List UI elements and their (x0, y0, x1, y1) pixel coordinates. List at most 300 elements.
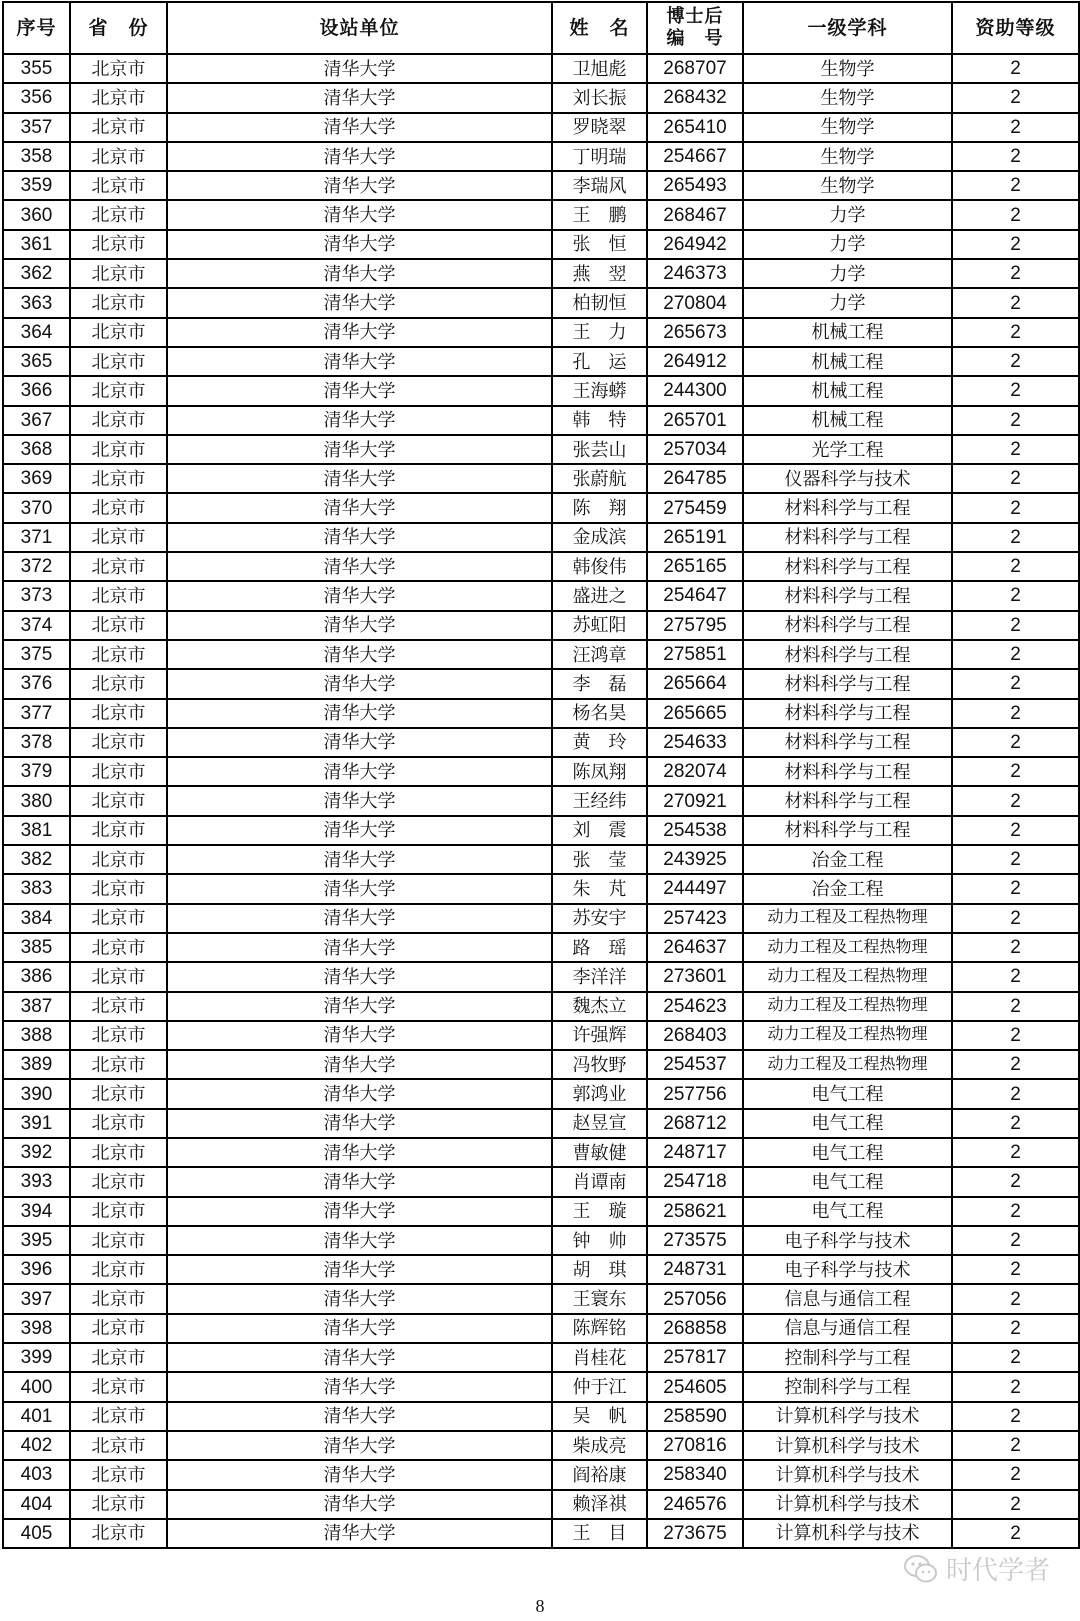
cell-grade: 2 (952, 699, 1079, 728)
table-row (3, 1197, 1079, 1226)
cell-discipline: 计算机科学与技术 (743, 1490, 952, 1519)
cell-discipline: 机械工程 (743, 376, 952, 405)
cell-grade: 2 (952, 1109, 1079, 1138)
cell-postdoc-id: 254647 (647, 581, 743, 610)
cell-postdoc-id: 265673 (647, 318, 743, 347)
table-row (3, 54, 1079, 83)
cell-discipline: 材料科学与工程 (743, 552, 952, 581)
cell-postdoc-id: 254537 (647, 1050, 743, 1079)
table-row (3, 1490, 1079, 1519)
cell-unit: 清华大学 (167, 83, 552, 112)
cell-unit: 清华大学 (167, 376, 552, 405)
cell-discipline: 力学 (743, 259, 952, 288)
cell-grade: 2 (952, 1138, 1079, 1167)
cell-unit: 清华大学 (167, 171, 552, 200)
cell-unit: 清华大学 (167, 1431, 552, 1460)
cell-discipline: 控制科学与工程 (743, 1372, 952, 1401)
table-row (3, 523, 1079, 552)
cell-postdoc-id: 270816 (647, 1431, 743, 1460)
cell-seq: 359 (3, 171, 70, 200)
cell-province: 北京市 (70, 552, 167, 581)
table-row (3, 581, 1079, 610)
cell-discipline: 生物学 (743, 171, 952, 200)
cell-unit: 清华大学 (167, 1021, 552, 1050)
cell-grade: 2 (952, 904, 1079, 933)
cell-discipline: 动力工程及工程热物理 (743, 1021, 952, 1050)
cell-grade: 2 (952, 113, 1079, 142)
cell-grade: 2 (952, 464, 1079, 493)
cell-grade: 2 (952, 874, 1079, 903)
cell-province: 北京市 (70, 171, 167, 200)
cell-seq: 363 (3, 288, 70, 317)
cell-postdoc-id: 248717 (647, 1138, 743, 1167)
cell-grade: 2 (952, 640, 1079, 669)
header-seq: 序号 (3, 2, 70, 54)
cell-discipline: 动力工程及工程热物理 (743, 962, 952, 991)
cell-postdoc-id: 268432 (647, 83, 743, 112)
table-row (3, 1519, 1079, 1548)
cell-grade: 2 (952, 962, 1079, 991)
table-row (3, 406, 1079, 435)
cell-name: 阎裕康 (552, 1460, 647, 1489)
cell-discipline: 材料科学与工程 (743, 699, 952, 728)
cell-discipline: 计算机科学与技术 (743, 1519, 952, 1548)
cell-postdoc-id: 265664 (647, 669, 743, 698)
cell-province: 北京市 (70, 1431, 167, 1460)
cell-grade: 2 (952, 1519, 1079, 1548)
header-postdoc-id-line1: 博士后 (666, 6, 724, 27)
cell-unit: 清华大学 (167, 962, 552, 991)
cell-grade: 2 (952, 552, 1079, 581)
cell-postdoc-id: 257056 (647, 1284, 743, 1313)
header-grade: 资助等级 (952, 2, 1079, 54)
cell-seq: 398 (3, 1314, 70, 1343)
cell-postdoc-id: 244300 (647, 376, 743, 405)
funding-roster-table (2, 1, 1080, 1549)
cell-grade: 2 (952, 1079, 1079, 1108)
cell-seq: 384 (3, 904, 70, 933)
table-row (3, 288, 1079, 317)
cell-province: 北京市 (70, 640, 167, 669)
cell-seq: 390 (3, 1079, 70, 1108)
cell-unit: 清华大学 (167, 1284, 552, 1313)
table-row (3, 171, 1079, 200)
cell-province: 北京市 (70, 874, 167, 903)
cell-postdoc-id: 264785 (647, 464, 743, 493)
cell-seq: 360 (3, 200, 70, 229)
cell-discipline: 电气工程 (743, 1197, 952, 1226)
cell-seq: 373 (3, 581, 70, 610)
cell-province: 北京市 (70, 1255, 167, 1284)
table-row (3, 640, 1079, 669)
cell-grade: 2 (952, 728, 1079, 757)
cell-name: 曹敏健 (552, 1138, 647, 1167)
table-row (3, 1431, 1079, 1460)
cell-discipline: 光学工程 (743, 435, 952, 464)
cell-discipline: 计算机科学与技术 (743, 1460, 952, 1489)
cell-name: 苏安宇 (552, 904, 647, 933)
cell-discipline: 材料科学与工程 (743, 816, 952, 845)
cell-unit: 清华大学 (167, 669, 552, 698)
cell-postdoc-id: 254667 (647, 142, 743, 171)
header-postdoc-id (647, 2, 743, 54)
cell-postdoc-id: 254538 (647, 816, 743, 845)
table-row (3, 1109, 1079, 1138)
cell-name: 韩俊伟 (552, 552, 647, 581)
cell-seq: 404 (3, 1490, 70, 1519)
cell-unit: 清华大学 (167, 200, 552, 229)
cell-postdoc-id: 258590 (647, 1402, 743, 1431)
cell-province: 北京市 (70, 1372, 167, 1401)
table-row (3, 347, 1079, 376)
cell-seq: 386 (3, 962, 70, 991)
cell-discipline: 信息与通信工程 (743, 1314, 952, 1343)
cell-postdoc-id: 243925 (647, 845, 743, 874)
cell-province: 北京市 (70, 669, 167, 698)
cell-name: 卫旭彪 (552, 54, 647, 83)
cell-postdoc-id: 268467 (647, 200, 743, 229)
cell-seq: 383 (3, 874, 70, 903)
watermark (904, 1550, 1050, 1587)
table-row (3, 1255, 1079, 1284)
table-row (3, 874, 1079, 903)
cell-name: 肖谭南 (552, 1167, 647, 1196)
cell-postdoc-id: 265493 (647, 171, 743, 200)
cell-province: 北京市 (70, 1460, 167, 1489)
cell-name: 张 莹 (552, 845, 647, 874)
cell-grade: 2 (952, 1431, 1079, 1460)
cell-grade: 2 (952, 200, 1079, 229)
cell-unit: 清华大学 (167, 992, 552, 1021)
table-row (3, 845, 1079, 874)
cell-seq: 372 (3, 552, 70, 581)
cell-postdoc-id: 265701 (647, 406, 743, 435)
cell-seq: 387 (3, 992, 70, 1021)
table-row (3, 83, 1079, 112)
cell-discipline: 电子科学与技术 (743, 1226, 952, 1255)
cell-unit: 清华大学 (167, 1226, 552, 1255)
cell-postdoc-id: 270804 (647, 288, 743, 317)
table-row (3, 1167, 1079, 1196)
cell-name: 丁明瑞 (552, 142, 647, 171)
cell-discipline: 材料科学与工程 (743, 669, 952, 698)
cell-unit: 清华大学 (167, 142, 552, 171)
cell-postdoc-id: 257423 (647, 904, 743, 933)
cell-grade: 2 (952, 1167, 1079, 1196)
cell-postdoc-id: 275459 (647, 493, 743, 522)
cell-name: 王海蟒 (552, 376, 647, 405)
cell-unit: 清华大学 (167, 904, 552, 933)
cell-name: 魏杰立 (552, 992, 647, 1021)
cell-postdoc-id: 257817 (647, 1343, 743, 1372)
cell-province: 北京市 (70, 1109, 167, 1138)
cell-postdoc-id: 254718 (647, 1167, 743, 1196)
table-row (3, 435, 1079, 464)
cell-postdoc-id: 264637 (647, 933, 743, 962)
cell-unit: 清华大学 (167, 318, 552, 347)
cell-discipline: 机械工程 (743, 347, 952, 376)
table-row (3, 904, 1079, 933)
cell-grade: 2 (952, 376, 1079, 405)
cell-name: 赖泽祺 (552, 1490, 647, 1519)
cell-province: 北京市 (70, 1050, 167, 1079)
cell-province: 北京市 (70, 933, 167, 962)
cell-discipline: 计算机科学与技术 (743, 1431, 952, 1460)
cell-seq: 371 (3, 523, 70, 552)
cell-name: 王寰东 (552, 1284, 647, 1313)
cell-seq: 396 (3, 1255, 70, 1284)
cell-seq: 357 (3, 113, 70, 142)
cell-discipline: 材料科学与工程 (743, 728, 952, 757)
cell-seq: 369 (3, 464, 70, 493)
table-row (3, 1021, 1079, 1050)
cell-discipline: 电气工程 (743, 1079, 952, 1108)
cell-province: 北京市 (70, 347, 167, 376)
cell-unit: 清华大学 (167, 288, 552, 317)
cell-discipline: 仪器科学与技术 (743, 464, 952, 493)
cell-discipline: 生物学 (743, 83, 952, 112)
cell-unit: 清华大学 (167, 757, 552, 786)
cell-grade: 2 (952, 992, 1079, 1021)
cell-discipline: 机械工程 (743, 318, 952, 347)
table-row (3, 1314, 1079, 1343)
cell-seq: 368 (3, 435, 70, 464)
cell-name: 刘长振 (552, 83, 647, 112)
cell-grade: 2 (952, 230, 1079, 259)
cell-name: 陈 翔 (552, 493, 647, 522)
cell-seq: 361 (3, 230, 70, 259)
cell-province: 北京市 (70, 1138, 167, 1167)
table-row (3, 816, 1079, 845)
table-row (3, 200, 1079, 229)
cell-province: 北京市 (70, 728, 167, 757)
cell-postdoc-id: 244497 (647, 874, 743, 903)
cell-grade: 2 (952, 611, 1079, 640)
table-row (3, 699, 1079, 728)
cell-province: 北京市 (70, 376, 167, 405)
cell-unit: 清华大学 (167, 1167, 552, 1196)
cell-unit: 清华大学 (167, 523, 552, 552)
header-province: 省 份 (70, 2, 167, 54)
cell-unit: 清华大学 (167, 1490, 552, 1519)
table-row (3, 142, 1079, 171)
cell-postdoc-id: 257034 (647, 435, 743, 464)
cell-seq: 382 (3, 845, 70, 874)
cell-name: 李洋洋 (552, 962, 647, 991)
cell-unit: 清华大学 (167, 1314, 552, 1343)
cell-seq: 381 (3, 816, 70, 845)
cell-discipline: 电气工程 (743, 1167, 952, 1196)
cell-seq: 374 (3, 611, 70, 640)
cell-grade: 2 (952, 435, 1079, 464)
cell-unit: 清华大学 (167, 1109, 552, 1138)
cell-unit: 清华大学 (167, 1079, 552, 1108)
cell-unit: 清华大学 (167, 699, 552, 728)
cell-discipline: 电气工程 (743, 1109, 952, 1138)
cell-seq: 366 (3, 376, 70, 405)
cell-province: 北京市 (70, 581, 167, 610)
table-header (3, 2, 1079, 54)
table-row (3, 1460, 1079, 1489)
wechat-icon (904, 1554, 938, 1584)
cell-postdoc-id: 273601 (647, 962, 743, 991)
cell-province: 北京市 (70, 259, 167, 288)
cell-grade: 2 (952, 1490, 1079, 1519)
cell-unit: 清华大学 (167, 435, 552, 464)
cell-grade: 2 (952, 523, 1079, 552)
cell-grade: 2 (952, 1460, 1079, 1489)
table-row (3, 1226, 1079, 1255)
cell-discipline: 动力工程及工程热物理 (743, 1050, 952, 1079)
cell-discipline: 材料科学与工程 (743, 581, 952, 610)
cell-province: 北京市 (70, 288, 167, 317)
cell-grade: 2 (952, 347, 1079, 376)
cell-postdoc-id: 268403 (647, 1021, 743, 1050)
cell-unit: 清华大学 (167, 640, 552, 669)
cell-discipline: 力学 (743, 288, 952, 317)
cell-name: 杨名昊 (552, 699, 647, 728)
cell-name: 王 鹏 (552, 200, 647, 229)
cell-province: 北京市 (70, 1167, 167, 1196)
cell-grade: 2 (952, 318, 1079, 347)
cell-name: 郭鸿业 (552, 1079, 647, 1108)
table-row (3, 933, 1079, 962)
cell-postdoc-id: 268712 (647, 1109, 743, 1138)
cell-name: 赵昱宣 (552, 1109, 647, 1138)
cell-seq: 385 (3, 933, 70, 962)
cell-grade: 2 (952, 1314, 1079, 1343)
cell-province: 北京市 (70, 142, 167, 171)
table-row (3, 552, 1079, 581)
cell-province: 北京市 (70, 1197, 167, 1226)
cell-postdoc-id: 257756 (647, 1079, 743, 1108)
cell-grade: 2 (952, 54, 1079, 83)
cell-seq: 388 (3, 1021, 70, 1050)
cell-seq: 378 (3, 728, 70, 757)
cell-name: 许强辉 (552, 1021, 647, 1050)
cell-unit: 清华大学 (167, 933, 552, 962)
table-row (3, 669, 1079, 698)
cell-seq: 405 (3, 1519, 70, 1548)
cell-name: 李 磊 (552, 669, 647, 698)
table-row (3, 376, 1079, 405)
cell-seq: 392 (3, 1138, 70, 1167)
header-discipline: 一级学科 (743, 2, 952, 54)
cell-unit: 清华大学 (167, 259, 552, 288)
cell-discipline: 材料科学与工程 (743, 757, 952, 786)
table-row (3, 1284, 1079, 1313)
cell-grade: 2 (952, 1372, 1079, 1401)
header-name: 姓 名 (552, 2, 647, 54)
cell-postdoc-id: 264912 (647, 347, 743, 376)
cell-name: 路 瑶 (552, 933, 647, 962)
cell-postdoc-id: 282074 (647, 757, 743, 786)
cell-postdoc-id: 258340 (647, 1460, 743, 1489)
cell-grade: 2 (952, 1226, 1079, 1255)
cell-seq: 393 (3, 1167, 70, 1196)
watermark-text: 时代学者 (945, 1556, 1050, 1586)
cell-grade: 2 (952, 1343, 1079, 1372)
cell-unit: 清华大学 (167, 845, 552, 874)
cell-discipline: 冶金工程 (743, 874, 952, 903)
cell-seq: 401 (3, 1402, 70, 1431)
cell-province: 北京市 (70, 318, 167, 347)
cell-unit: 清华大学 (167, 54, 552, 83)
table-row (3, 992, 1079, 1021)
cell-postdoc-id: 268858 (647, 1314, 743, 1343)
cell-seq: 391 (3, 1109, 70, 1138)
table-row (3, 786, 1079, 815)
header-unit: 设站单位 (167, 2, 552, 54)
cell-seq: 395 (3, 1226, 70, 1255)
cell-name: 陈辉铭 (552, 1314, 647, 1343)
table-row (3, 259, 1079, 288)
cell-grade: 2 (952, 83, 1079, 112)
cell-postdoc-id: 273675 (647, 1519, 743, 1548)
cell-postdoc-id: 265665 (647, 699, 743, 728)
table-row (3, 611, 1079, 640)
cell-name: 王 璇 (552, 1197, 647, 1226)
cell-unit: 清华大学 (167, 1460, 552, 1489)
cell-seq: 402 (3, 1431, 70, 1460)
header-postdoc-id-line2: 编 号 (666, 28, 724, 49)
cell-grade: 2 (952, 1402, 1079, 1431)
cell-province: 北京市 (70, 992, 167, 1021)
cell-province: 北京市 (70, 200, 167, 229)
page-number: 8 (535, 1596, 545, 1616)
cell-discipline: 动力工程及工程热物理 (743, 933, 952, 962)
cell-seq: 358 (3, 142, 70, 171)
table-row (3, 1050, 1079, 1079)
cell-name: 柏韧恒 (552, 288, 647, 317)
cell-province: 北京市 (70, 611, 167, 640)
cell-province: 北京市 (70, 83, 167, 112)
table-row (3, 757, 1079, 786)
cell-seq: 399 (3, 1343, 70, 1372)
cell-postdoc-id: 258621 (647, 1197, 743, 1226)
cell-seq: 377 (3, 699, 70, 728)
cell-unit: 清华大学 (167, 1372, 552, 1401)
cell-province: 北京市 (70, 113, 167, 142)
cell-seq: 394 (3, 1197, 70, 1226)
cell-discipline: 计算机科学与技术 (743, 1402, 952, 1431)
cell-seq: 397 (3, 1284, 70, 1313)
cell-unit: 清华大学 (167, 728, 552, 757)
cell-province: 北京市 (70, 1314, 167, 1343)
cell-discipline: 控制科学与工程 (743, 1343, 952, 1372)
cell-unit: 清华大学 (167, 816, 552, 845)
cell-province: 北京市 (70, 435, 167, 464)
cell-name: 张 恒 (552, 230, 647, 259)
cell-discipline: 机械工程 (743, 406, 952, 435)
cell-province: 北京市 (70, 1021, 167, 1050)
cell-name: 李瑞风 (552, 171, 647, 200)
cell-postdoc-id: 265410 (647, 113, 743, 142)
cell-discipline: 动力工程及工程热物理 (743, 904, 952, 933)
cell-seq: 356 (3, 83, 70, 112)
cell-seq: 375 (3, 640, 70, 669)
table-row (3, 464, 1079, 493)
table-row (3, 230, 1079, 259)
cell-seq: 379 (3, 757, 70, 786)
cell-name: 黄 玲 (552, 728, 647, 757)
cell-unit: 清华大学 (167, 1343, 552, 1372)
cell-unit: 清华大学 (167, 786, 552, 815)
cell-province: 北京市 (70, 1490, 167, 1519)
cell-seq: 367 (3, 406, 70, 435)
cell-name: 肖桂花 (552, 1343, 647, 1372)
cell-discipline: 电气工程 (743, 1138, 952, 1167)
